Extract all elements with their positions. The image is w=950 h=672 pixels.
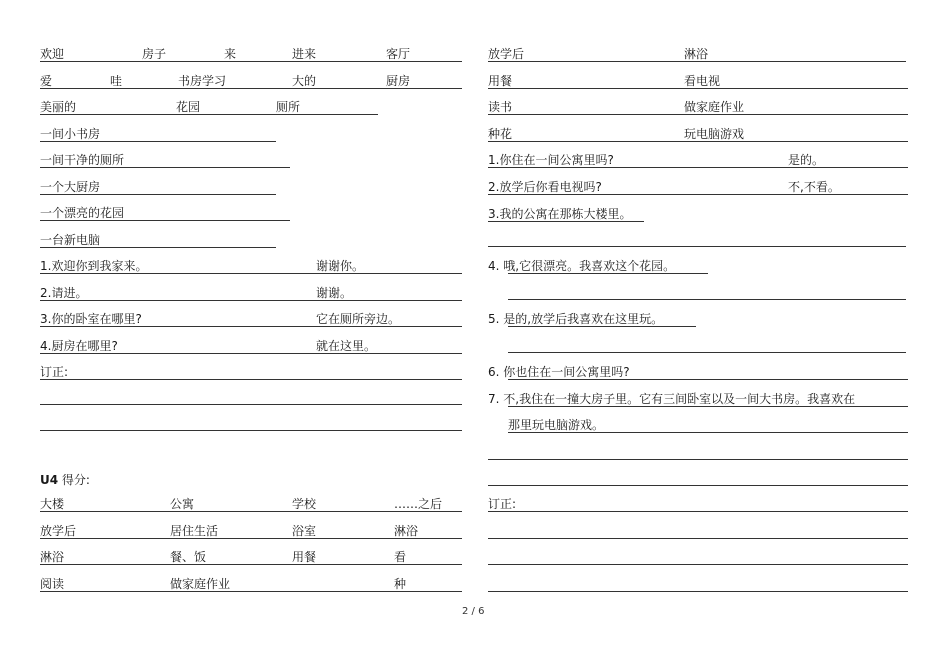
answer-line [488,564,908,565]
phrase-item: 一间干净的厕所 [40,153,125,167]
sentence: 3.我的公寓在那栋大楼里。 [488,207,632,221]
dialog-question: 4.厨房在哪里? [40,339,118,353]
correction-label: 订正: [488,497,517,511]
vocab-item: 看 [394,550,407,564]
vocab-item: 客厅 [386,47,411,61]
vocab-item: 爱 [40,74,53,88]
vocab-item: 种 [394,577,407,591]
rule-line [40,300,462,301]
rule-line [508,273,708,274]
vocab-item: 居住生活 [170,524,219,538]
answer-line [40,404,462,405]
rule-line [40,379,462,380]
dialog-answer: 它在厕所旁边。 [316,312,401,326]
rule-line [40,511,462,512]
vocab-item: 餐、饭 [170,550,207,564]
answer-line [488,538,908,539]
rule-line [40,564,462,565]
rule-line [40,167,290,168]
phrase-item: 一个大厨房 [40,180,101,194]
rule-line [40,273,462,274]
answer-line [508,352,906,353]
answer-line [488,591,908,592]
vocab-item: 厨房 [386,74,411,88]
vocab-item: 读书 [488,100,513,114]
answer-line [488,459,908,460]
unit-label: U4 [40,473,59,487]
rule-line [488,61,906,62]
rule-line [40,326,462,327]
vocab-item: 淋浴 [684,47,709,61]
rule-line [488,167,908,168]
dialog-question: 3.你的卧室在哪里? [40,312,142,326]
sentence: 4. 哦,它很漂亮。我喜欢这个花园。 [488,259,676,273]
vocab-item: 浴室 [292,524,317,538]
rule-line [40,538,462,539]
correction-label: 订正: [40,365,69,379]
qa-answer: 是的。 [788,153,825,167]
rule-line [40,114,378,115]
vocab-item: 放学后 [488,47,525,61]
rule-line [40,61,462,62]
unit-header [40,473,90,487]
phrase-item: 一台新电脑 [40,233,101,247]
vocab-item: 阅读 [40,577,65,591]
qa-question: 1.你住在一间公寓里吗? [488,153,614,167]
vocab-item: ……之后 [394,497,443,511]
answer-line [488,485,908,486]
answer-line [40,430,462,431]
vocab-item: 用餐 [292,550,317,564]
vocab-item: 书房学习 [178,74,227,88]
vocab-item: 花园 [176,100,201,114]
dialog-answer: 谢谢。 [316,286,353,300]
vocab-item: 放学后 [40,524,77,538]
vocab-item: 欢迎 [40,47,65,61]
rule-line [40,591,462,592]
rule-line [40,88,462,89]
dialog-question: 1.欢迎你到我家来。 [40,259,148,273]
sentence: 5. 是的,放学后我喜欢在这里玩。 [488,312,664,326]
sentence: 7. 不,我住在一撞大房子里。它有三间卧室以及一间大书房。我喜欢在 [488,392,856,406]
rule-line [488,141,908,142]
vocab-item: 来 [224,47,237,61]
answer-line [488,246,906,247]
vocab-item: 学校 [292,497,317,511]
vocab-item: 用餐 [488,74,513,88]
rule-line [40,194,276,195]
rule-line [40,247,276,248]
rule-line [508,406,908,407]
phrase-item: 一间小书房 [40,127,101,141]
page-number: 2 / 6 [462,606,485,617]
rule-line [488,511,908,512]
vocab-item: 做家庭作业 [684,100,745,114]
rule-line [40,353,462,354]
vocab-item: 美丽的 [40,100,77,114]
rule-line [508,432,908,433]
rule-line [488,194,908,195]
vocab-item: 厕所 [276,100,301,114]
vocab-item: 哇 [110,74,123,88]
sentence: 6. 你也住在一间公寓里吗? [488,365,630,379]
rule-line [40,220,290,221]
vocab-item: 淋浴 [40,550,65,564]
answer-line [508,299,906,300]
rule-line [488,221,644,222]
qa-answer: 不,不看。 [788,180,840,194]
vocab-item: 公寓 [170,497,195,511]
dialog-answer: 就在这里。 [316,339,377,353]
rule-line [40,141,276,142]
vocab-item: 大的 [292,74,317,88]
sentence-continued: 那里玩电脑游戏。 [508,418,605,432]
score-label: 得分: [61,473,90,487]
dialog-answer: 谢谢你。 [316,259,365,273]
vocab-item: 玩电脑游戏 [684,127,745,141]
vocab-item: 种花 [488,127,513,141]
qa-question: 2.放学后你看电视吗? [488,180,602,194]
dialog-question: 2.请进。 [40,286,88,300]
rule-line [508,379,908,380]
rule-line [488,114,908,115]
rule-line [508,326,696,327]
vocab-item: 淋浴 [394,524,419,538]
vocab-item: 大楼 [40,497,65,511]
rule-line [488,88,908,89]
phrase-item: 一个漂亮的花园 [40,206,125,220]
vocab-item: 看电视 [684,74,721,88]
vocab-item: 做家庭作业 [170,577,231,591]
vocab-item: 房子 [142,47,167,61]
vocab-item: 进来 [292,47,317,61]
